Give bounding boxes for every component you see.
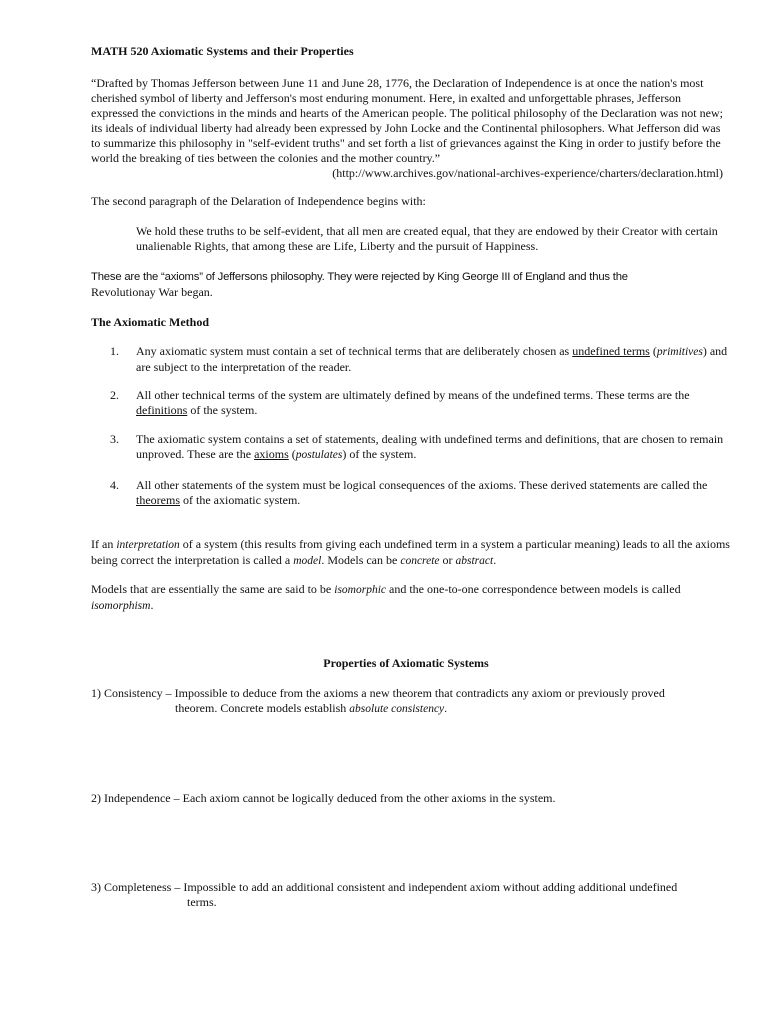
list-item-text: The axiomatic system contains a set of statements, dealing with undefined terms and definitions, that are chosen to remain unproved. These are the axioms (postulates) of the system. bbox=[136, 432, 724, 461]
quote-text: “Drafted by Thomas Jefferson between June 11 and June 28, 1776, the Declaration of Independence is at once the nation's most cherished symbol of liberty and Jefferson's most enduring monument. Here, in exalted and unforgettable phrases, Jefferson expressed the convictions in the minds and hearts of the American people. The political philosophy of the Declaration was not new; its ideals of individual liberty had already been expressed by John Locke and the Continental philosophers. What Jefferson did was to summarize this philosophy in "self-evident truths" and set forth a list of grievances against the King in order to justify before the world the breaking of ties between the colonies and the mother country.” bbox=[91, 76, 723, 165]
interpretation-paragraph: If an interpretation of a system (this results from giving each undefined term in a system a particular meaning) leads to all the axioms being correct the interpretation is called a model. Models can be concrete or abstract. bbox=[91, 537, 730, 567]
list-item-number: 1. bbox=[110, 344, 119, 358]
term-isomorphic: isomorphic bbox=[334, 584, 387, 596]
declaration-excerpt: We hold these truths to be self-evident, that all men are created equal, that they are endowed by their Creator with certain unalienable Rights, that among these are Life, Liberty and the pursuit of Happiness. bbox=[136, 224, 718, 253]
term-interpretation: interpretation bbox=[116, 539, 180, 551]
property-completeness: 3) Completeness – Impossible to add an additional consistent and independent axiom without adding additional undefined terms. bbox=[91, 880, 678, 909]
term-definitions: definitions bbox=[136, 403, 188, 417]
list-item bbox=[110, 344, 730, 375]
term-postulates: postulates bbox=[295, 449, 343, 461]
list-item-text: All other statements of the system must be logical consequences of the axioms. These derived statements are called the theorems of the axiomatic system. bbox=[136, 478, 708, 507]
term-primitives: primitives bbox=[656, 346, 703, 358]
property-label: 1) Consistency – bbox=[91, 686, 172, 700]
term-absolute-consistency: absolute consistency bbox=[349, 703, 445, 715]
term-axioms: axioms bbox=[254, 447, 289, 461]
list-item-number: 3. bbox=[110, 432, 119, 446]
axioms-note bbox=[91, 269, 731, 300]
second-paragraph-intro: The second paragraph of the Delaration of Independence begins with: bbox=[91, 194, 426, 208]
list-item-text: All other technical terms of the system are ultimately defined by means of the undefined terms. These terms are the definitions of the system. bbox=[136, 388, 690, 417]
isomorphic-paragraph: Models that are essentially the same are said to be isomorphic and the one-to-one correspondence between models is called isomorphism. bbox=[91, 582, 681, 612]
list-item-number: 4. bbox=[110, 478, 119, 492]
list-item-number: 2. bbox=[110, 388, 119, 402]
list-item-text: Any axiomatic system must contain a set of technical terms that are deliberately chosen as undefined terms (primitives) and are subject to the interpretation of the reader. bbox=[136, 344, 728, 374]
list-item bbox=[110, 388, 730, 418]
term-concrete: concrete bbox=[400, 555, 440, 567]
property-label: 3) Completeness – bbox=[91, 880, 181, 894]
section-heading-properties: Properties of Axiomatic Systems bbox=[323, 656, 489, 670]
jefferson-quote bbox=[91, 76, 731, 181]
term-theorems: theorems bbox=[136, 493, 180, 507]
term-abstract: abstract bbox=[455, 555, 494, 567]
page-title: MATH 520 Axiomatic Systems and their Properties bbox=[91, 44, 354, 58]
property-independence: 2) Independence – Each axiom cannot be logically deduced from the other axioms in the system. bbox=[91, 791, 556, 805]
term-isomorphism: isomorphism bbox=[91, 600, 151, 612]
term-undefined-terms: undefined terms bbox=[572, 344, 650, 358]
property-label: 2) Independence – bbox=[91, 791, 180, 805]
axioms-note-line2: Revolutionay War began. bbox=[91, 285, 213, 299]
section-heading-axiomatic-method: The Axiomatic Method bbox=[91, 315, 209, 329]
quote-citation: (http://www.archives.gov/national-archives-experience/charters/declaration.html) bbox=[332, 166, 723, 180]
term-model: model bbox=[293, 555, 322, 567]
list-item bbox=[110, 478, 730, 508]
property-consistency: 1) Consistency – Impossible to deduce from the axioms a new theorem that contradicts any axiom or previously proved theorem. Concrete models establish absolute consistency. bbox=[91, 686, 665, 715]
list-item bbox=[110, 432, 730, 463]
axioms-note-line1: These are the “axioms” of Jeffersons philosophy. They were rejected by King George III of England and thus the bbox=[91, 271, 628, 283]
